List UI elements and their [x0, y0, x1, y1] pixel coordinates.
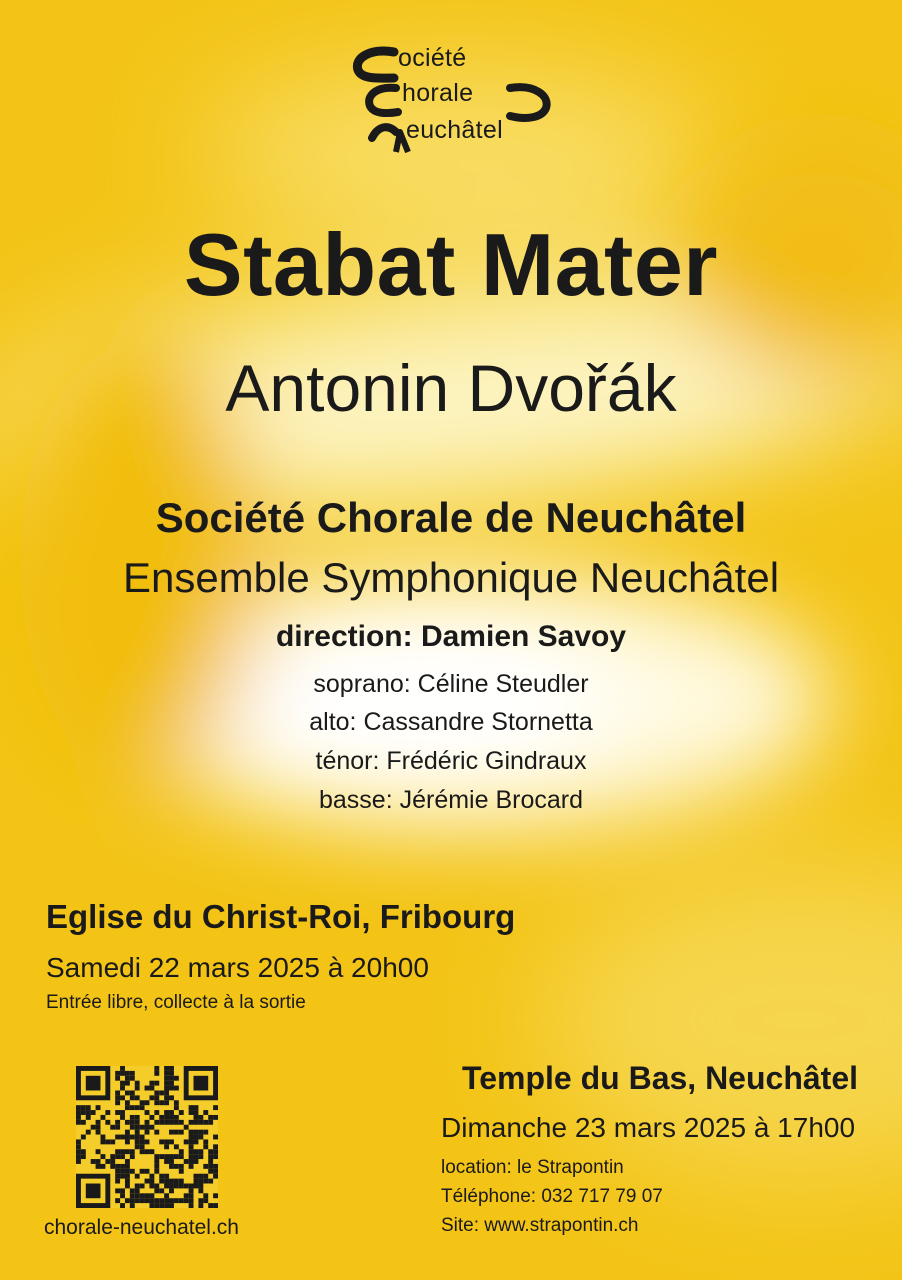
entry-note-fribourg: Entrée libre, collecte à la sortie	[46, 992, 306, 1013]
society-logo	[350, 40, 560, 165]
logo-line-3: euchâtel	[406, 116, 503, 144]
choir-name: Société Chorale de Neuchâtel	[155, 494, 747, 541]
venue-neuchatel: Temple du Bas, Neuchâtel	[462, 1060, 858, 1096]
soloist-soprano: soprano: Céline Steudler	[313, 670, 589, 698]
qr-code-icon[interactable]	[76, 1066, 218, 1208]
soloist-bass: basse: Jérémie Brocard	[318, 786, 583, 814]
conductor-name: Damien Savoy	[420, 620, 627, 653]
soloist-tenor: ténor: Frédéric Gindraux	[315, 747, 587, 775]
choir-website-link[interactable]: chorale-neuchatel.ch	[44, 1216, 239, 1239]
date-fribourg: Samedi 22 mars 2025 à 20h00	[46, 952, 429, 983]
date-neuchatel: Dimanche 23 mars 2025 à 17h00	[441, 1112, 856, 1143]
logo-line-1: ociété	[398, 44, 467, 72]
ticket-phone: Téléphone: 032 717 79 07	[441, 1186, 663, 1207]
conductor-label: direction:	[275, 620, 413, 653]
logo-line-2: horale	[402, 79, 474, 107]
composer-name: Antonin Dvořák	[225, 351, 677, 425]
ticket-site-link[interactable]: Site: www.strapontin.ch	[441, 1215, 639, 1236]
venue-fribourg: Eglise du Christ-Roi, Fribourg	[46, 898, 516, 935]
orchestra-name: Ensemble Symphonique Neuchâtel	[122, 554, 780, 601]
ticket-location: location: le Strapontin	[441, 1157, 624, 1178]
soloist-alto: alto: Cassandre Stornetta	[309, 708, 593, 736]
concert-title: Stabat Mater	[183, 215, 719, 314]
conductor-line	[0, 620, 902, 654]
